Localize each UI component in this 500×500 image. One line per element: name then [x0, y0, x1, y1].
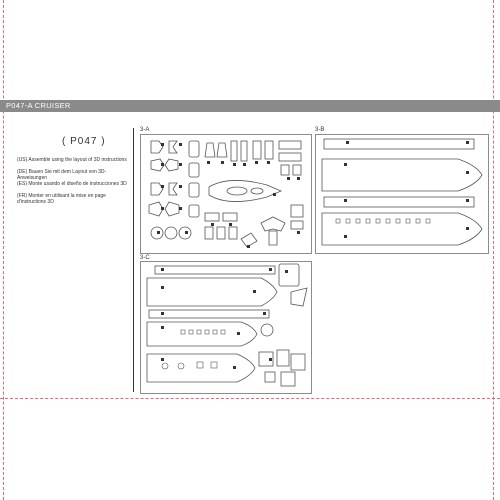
parts-sheet-3a — [140, 134, 312, 254]
parts-sheet-3b — [315, 134, 489, 254]
parts-layout-3b — [316, 135, 488, 253]
cut-guide-left — [3, 0, 4, 500]
page-title: P047-A CRUISER — [6, 101, 71, 110]
instruction-es: (ES) Monte usando el diseño de instrucciones 3D — [17, 181, 127, 187]
sheet-label-3a: 3-A — [140, 127, 150, 133]
product-code: ( P047 ) — [62, 136, 106, 147]
instruction-fr: (FR) Monter en utilisant la mise en page d'instructions 3D — [17, 193, 106, 205]
sheet-label-3b: 3-B — [315, 127, 325, 133]
instruction-us: (US) Assemble using the layout of 3D instructions — [17, 157, 127, 163]
cut-guide-bottom — [0, 398, 500, 399]
sheet-label-3c: 3-C — [140, 255, 150, 261]
panel-divider — [133, 128, 134, 392]
parts-layout-3a — [141, 135, 311, 253]
instruction-de: (DE) Bauen Sie mit dem Layout von 3D-Anweisungen — [17, 169, 107, 181]
parts-sheet-3c — [140, 261, 312, 394]
parts-layout-3c — [141, 262, 311, 393]
cut-guide-right — [493, 0, 494, 500]
header-band — [0, 100, 500, 112]
